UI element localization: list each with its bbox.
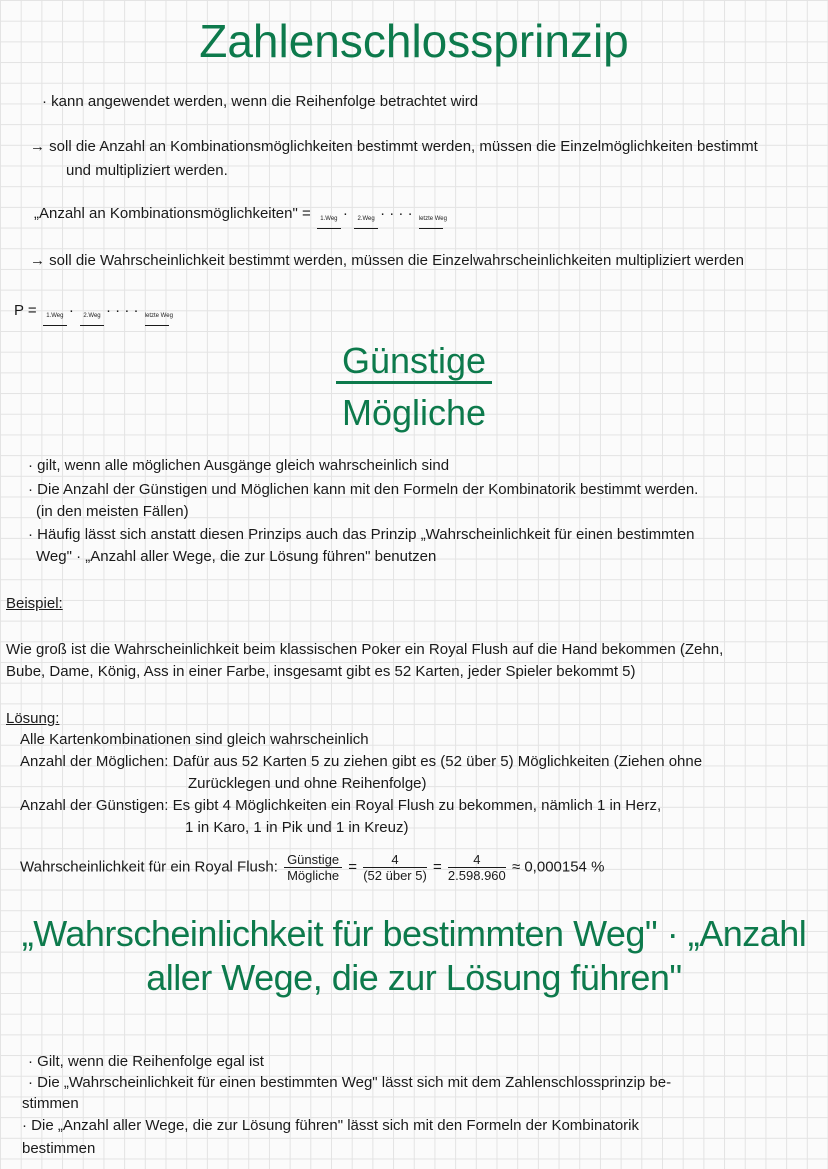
bullet: (in den meisten Fällen) <box>36 503 189 520</box>
bullet: Weg" · „Anzahl aller Wege, die zur Lösung führen" benutzen <box>36 548 437 565</box>
blank-2: 2.Weg <box>80 307 104 326</box>
section-title-denominator: Mögliche <box>341 392 487 433</box>
page-title: Zahlenschlossprinzip <box>199 15 629 67</box>
bullet: · Häufig lässt sich anstatt diesen Prinzips auch das Prinzip „Wahrscheinlichkeit für einen bestimmten <box>28 526 695 543</box>
text-line: und multipliziert werden. <box>66 162 228 179</box>
blank-1: 1.Weg <box>43 307 67 326</box>
section-title-block <box>0 912 828 1000</box>
blank-2: 2.Weg <box>354 210 378 229</box>
numerator: 4 <box>448 852 506 868</box>
solution-line: Anzahl der Möglichen: Dafür aus 52 Karten 5 zu ziehen gibt es (52 über 5) Möglichkeiten (Ziehen ohne <box>20 753 703 770</box>
solution-line: 1 in Karo, 1 in Pik und 1 in Kreuz) <box>185 819 409 836</box>
bullet: · Die „Anzahl aller Wege, die zur Lösung führen" lässt sich mit den Formeln der Kombinatorik <box>22 1117 639 1134</box>
text-line: → soll die Anzahl an Kombinationsmöglichkeiten bestimmt werden, müssen die Einzelmöglichkeiten bestimmt <box>30 138 758 155</box>
example-label: Beispiel: <box>6 595 63 612</box>
solution-line: Zurücklegen und ohne Reihenfolge) <box>188 775 427 792</box>
formula-label: „Anzahl an Kombinationsmöglichkeiten" = <box>34 205 311 222</box>
formula-label: P = <box>14 302 37 319</box>
dot: · <box>68 302 74 319</box>
question-line: Wie groß ist die Wahrscheinlichkeit beim klassischen Poker ein Royal Flush auf die Hand bekommen (Zehn, <box>6 641 724 658</box>
result-formula: Wahrscheinlichkeit für ein Royal Flush: $\frac{\text{Günstige}}{\text{Mögliche}}$ = $\frac{4}{\text{(52 über 5)}}$ = $\frac{4}{2.598.960}$ ≈ 0,000154 % <box>20 852 605 883</box>
bullet: · Die Anzahl der Günstigen und Möglichen kann mit den Formeln der Kombinatorik bestimmt werden. <box>28 481 699 498</box>
formula-probability <box>14 302 171 326</box>
section-title: aller Wege, die zur Lösung führen" <box>146 957 682 998</box>
question-line: Bube, Dame, König, Ass in einer Farbe, insgesamt gibt es 52 Karten, jeder Spieler bekommt 5) <box>6 663 636 680</box>
bullet: · Gilt, wenn die Reihenfolge egal ist <box>28 1053 264 1070</box>
text-line: · kann angewendet werden, wenn die Reihenfolge betrachtet wird <box>42 93 479 110</box>
bullet: · Die „Wahrscheinlichkeit für einen bestimmten Weg" lässt sich mit dem Zahlenschlossprinzip be- <box>28 1074 672 1091</box>
text-line: → soll die Wahrscheinlichkeit bestimmt werden, müssen die Einzelwahrscheinlichkeiten multipliziert werden <box>30 252 744 269</box>
denominator: 2.598.960 <box>447 868 506 883</box>
numerator: 4 <box>363 852 427 868</box>
solution-line: Alle Kartenkombinationen sind gleich wahrscheinlich <box>20 731 369 748</box>
blank-last: letzte Weg <box>419 210 443 229</box>
solution-label: Lösung: <box>6 710 60 727</box>
solution-line: Anzahl der Günstigen: Es gibt 4 Möglichkeiten ein Royal Flush zu bekommen, nämlich 1 in Herz, <box>20 797 662 814</box>
section-title: „Wahrscheinlichkeit für bestimmten Weg" · „Anzahl <box>21 913 807 954</box>
section-title-numerator: Günstige <box>336 340 492 384</box>
denominator: Mögliche <box>287 868 340 883</box>
dots: · · · · <box>380 205 413 222</box>
blank-1: 1.Weg <box>317 210 341 229</box>
bullet: bestimmen <box>22 1140 96 1157</box>
bullet: stimmen <box>22 1095 79 1112</box>
dots: · · · · <box>106 302 139 319</box>
numerator: Günstige <box>284 852 342 868</box>
result-value: ≈ 0,000154 % <box>511 858 605 876</box>
denominator: (52 über 5) <box>363 868 427 883</box>
blank-last: letzte Weg <box>145 307 169 326</box>
dot: · <box>342 205 348 222</box>
bullet: · gilt, wenn alle möglichen Ausgänge gleich wahrscheinlich sind <box>28 457 450 474</box>
formula-combinations <box>34 205 445 229</box>
result-label: Wahrscheinlichkeit für ein Royal Flush: <box>20 858 278 876</box>
